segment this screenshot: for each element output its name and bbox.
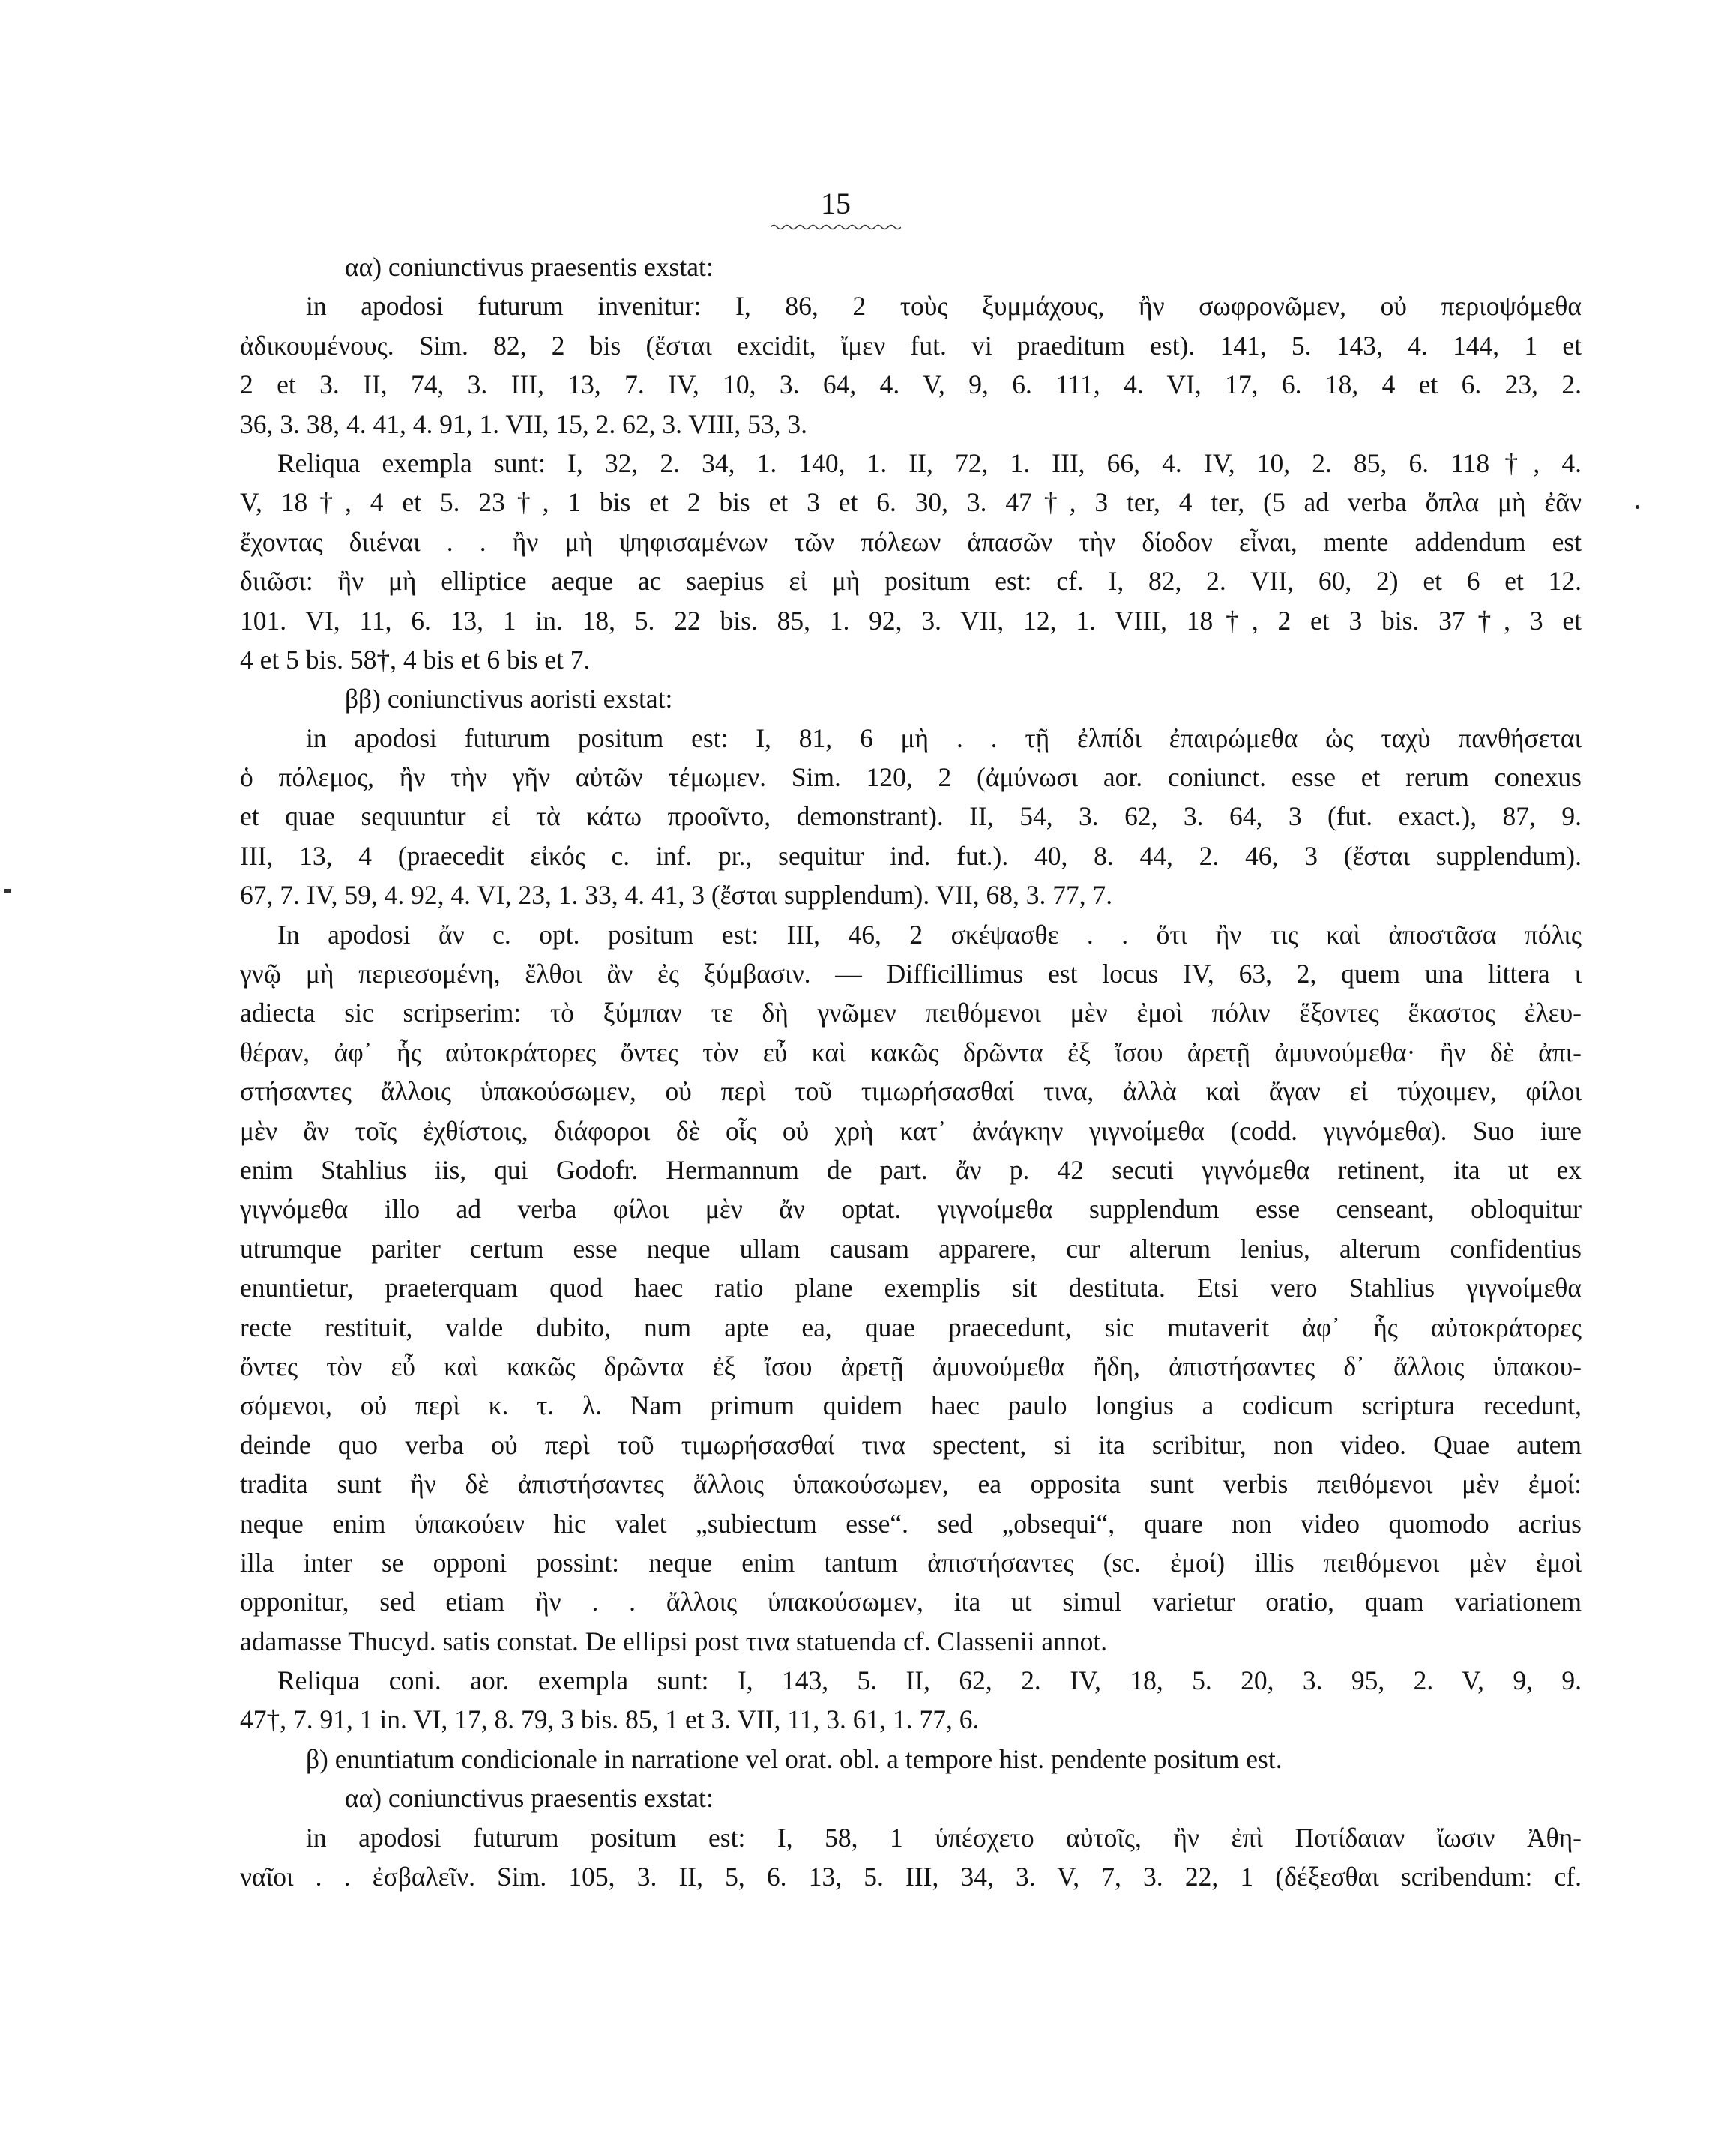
decorative-wavy-rule: [771, 223, 901, 231]
text-line: Reliqua exempla sunt: I, 32, 2. 34, 1. 140, 1. II, 72, 1. III, 66, 4. IV, 10, 2. 85, 6. 118†, 4.: [277, 447, 1582, 478]
text-line: opponitur, sed etiam ἢν . . ἄλλοις ὑπακούσωμεν, ita ut simul varietur oratio, quam variationem: [240, 1587, 1582, 1617]
text-line: ἔχοντας διιέναι . . ἢν μὴ ψηφισαμένων τῶν πόλεων ἁπασῶν τὴν δίοδον εἶναι, mente addendum est: [240, 526, 1582, 557]
text-line: adiecta sic scripserim: τὸ ξύμπαν τε δὴ γνῶμεν πειθόμενοι μὲν ἐμοὶ πόλιν ἕξοντες ἕκαστος ἐλευ-: [240, 998, 1582, 1028]
text-line: adamasse Thucyd. satis constat. De ellipsi post τινα statuenda cf. Classenii annot.: [240, 1626, 1108, 1656]
text-line: in apodosi futurum positum est: I, 81, 6 μὴ . . τῇ ἐλπίδι ἐπαιρώμεθα ὡς ταχὺ πανθήσεται: [306, 722, 1582, 753]
text-line: et quae sequuntur εἰ τὰ κάτω προοῖντο, demonstrant). II, 54, 3. 62, 3. 64, 3 (fut. exact.), 87, 9.: [240, 801, 1582, 832]
text-line: β) enuntiatum condicionale in narratione vel orat. obl. a tempore hist. pendente positum est.: [306, 1743, 1283, 1774]
text-line: utrumque pariter certum esse neque ullam causam apparere, cur alterum lenius, alterum confidentius: [240, 1233, 1582, 1264]
text-line: illa inter se opponi possint: neque enim tantum ἀπιστήσαντες (sc. ἐμοί) illis πειθόμενοι μὲν ἐμοὶ: [240, 1547, 1582, 1578]
text-line: tradita sunt ἢν δὲ ἀπιστήσαντες ἄλλοις ὑπακούσωμεν, ea opposita sunt verbis πειθόμενοι μὲν ἐμοί:: [240, 1469, 1582, 1500]
text-line: in apodosi futurum invenitur: I, 86, 2 τοὺς ξυμμάχους, ἢν σωφρονῶμεν, οὐ περιοψόμεθα: [306, 291, 1582, 322]
text-line: 67, 7. IV, 59, 4. 92, 4. VI, 23, 1. 33, 4. 41, 3 (ἔσται supplendum). VII, 68, 3. 77, 7.: [240, 880, 1113, 911]
text-line: in apodosi futurum positum est: I, 58, 1 ὑπέσχετο αὐτοῖς, ἢν ἐπὶ Ποτίδαιαν ἴωσιν Ἀθη-: [306, 1822, 1582, 1853]
text-line: 4 et 5 bis. 58†, 4 bis et 6 bis et 7.: [240, 644, 591, 675]
text-line: σόμενοι, οὐ περὶ κ. τ. λ. Nam primum quidem haec paulo longius a codicum scriptura recedunt,: [240, 1390, 1582, 1421]
text-line: αα) coniunctivus praesentis exstat:: [345, 1783, 714, 1814]
text-line: γνῷ μὴ περιεσομένη, ἔλθοι ἂν ἐς ξύμβασιν. — Difficillimus est locus IV, 63, 2, quem una littera ι: [240, 959, 1582, 989]
text-line: 101. VI, 11, 6. 13, 1 in. 18, 5. 22 bis. 85, 1. 92, 3. VII, 12, 1. VIII, 18†, 2 et 3 bis. 37†, 3 et: [240, 605, 1582, 636]
text-line: Reliqua coni. aor. exempla sunt: I, 143, 5. II, 62, 2. IV, 18, 5. 20, 3. 95, 2. V, 9, 9.: [277, 1665, 1582, 1696]
text-line: ναῖοι . . ἐσβαλεῖν. Sim. 105, 3. II, 5, 6. 13, 5. III, 34, 3. V, 7, 3. 22, 1 (δέξεσθαι scribendum: cf.: [240, 1862, 1582, 1892]
text-line: στήσαντες ἄλλοις ὑπακούσωμεν, οὐ περὶ τοῦ τιμωρήσασθαί τινα, ἀλλὰ καὶ ἄγαν εἰ τύχοιμεν, φίλοι: [240, 1076, 1582, 1107]
text-line: διιῶσι: ἢν μὴ elliptice aeque ac saepius εἰ μὴ positum est: cf. I, 82, 2. VII, 60, 2) et 6 et 12.: [240, 566, 1582, 597]
text-line: 47†, 7. 91, 1 in. VI, 17, 8. 79, 3 bis. 85, 1 et 3. VII, 11, 3. 61, 1. 77, 6.: [240, 1704, 980, 1735]
page-number: 15: [821, 187, 851, 220]
text-line: V, 18†, 4 et 5. 23†, 1 bis et 2 bis et 3 et 6. 30, 3. 47†, 3 ter, 4 ter, (5 ad verba ὅπλα μὴ ἐᾶν: [240, 487, 1582, 518]
text-line: ἀδικουμένους. Sim. 82, 2 bis (ἔσται excidit, ἴμεν fut. vi praeditum est). 141, 5. 143, 4. 144, 1 et: [240, 330, 1582, 360]
text-line: αα) coniunctivus praesentis exstat:: [345, 252, 714, 282]
text-line: μὲν ἂν τοῖς ἐχθίστοις, διάφοροι δὲ οἷς οὐ χρὴ κατ᾽ ἀνάγκην γιγνοίμεθα (codd. γιγνόμεθα). Suo iure: [240, 1115, 1582, 1146]
text-line: 2 et 3. II, 74, 3. III, 13, 7. IV, 10, 3. 64, 4. V, 9, 6. 111, 4. VI, 17, 6. 18, 4 et 6. 23, 2.: [240, 369, 1582, 400]
text-line: 36, 3. 38, 4. 41, 4. 91, 1. VII, 15, 2. 62, 3. VIII, 53, 3.: [240, 408, 807, 439]
main-text: [240, 247, 1582, 1896]
margin-speck: [1636, 505, 1639, 509]
text-line: In apodosi ἄν c. opt. positum est: III, 46, 2 σκέψασθε . . ὅτι ἢν τις καὶ ἀποστᾶσα πόλις: [277, 919, 1582, 950]
text-line: ὁ πόλεμος, ἢν τὴν γῆν αὐτῶν τέμωμεν. Sim. 120, 2 (ἀμύνωσι aor. coniunct. esse et rerum conexus: [240, 762, 1582, 793]
text-line: ββ) coniunctivus aoristi exstat:: [345, 684, 673, 714]
text-line: III, 13, 4 (praecedit εἰκός c. inf. pr., sequitur ind. fut.). 40, 8. 44, 2. 46, 3 (ἔσται supplendum).: [240, 840, 1582, 871]
text-line: γιγνόμεθα illo ad verba φίλοι μὲν ἄν optat. γιγνοίμεθα supplendum esse censeant, obloquitur: [240, 1194, 1582, 1225]
text-line: deinde quo verba οὐ περὶ τοῦ τιμωρήσασθαί τινα spectent, si ita scribitur, non video. Quae autem: [240, 1429, 1582, 1460]
text-line: enuntietur, praeterquam quod haec ratio plane exemplis sit destituta. Etsi vero Stahlius γιγνοίμεθα: [240, 1273, 1582, 1303]
text-line: enim Stahlius iis, qui Godofr. Hermannum de part. ἄν p. 42 secuti γιγνόμεθα retinent, ita ut ex: [240, 1154, 1582, 1185]
text-line: neque enim ὑπακούειν hic valet „subiectum esse“. sed „obsequi“, quare non video quomodo acrius: [240, 1508, 1582, 1539]
text-line: ὄντες τὸν εὖ καὶ κακῶς δρῶντα ἐξ ἴσου ἀρετῇ ἀμυνούμεθα ἤδη, ἀπιστήσαντες δ᾽ ἄλλοις ὑπακου-: [240, 1351, 1582, 1381]
text-line: θέραν, ἀφ᾽ ἧς αὐτοκράτορες ὄντες τὸν εὖ καὶ κακῶς δρῶντα ἐξ ἴσου ἀρετῇ ἀμυνούμεθα· ἢν δὲ ἀπι-: [240, 1037, 1582, 1067]
text-line: recte restituit, valde dubito, num apte ea, quae praecedunt, sic mutaverit ἀφ᾽ ἧς αὐτοκράτορες: [240, 1312, 1582, 1342]
margin-speck: [4, 889, 11, 893]
